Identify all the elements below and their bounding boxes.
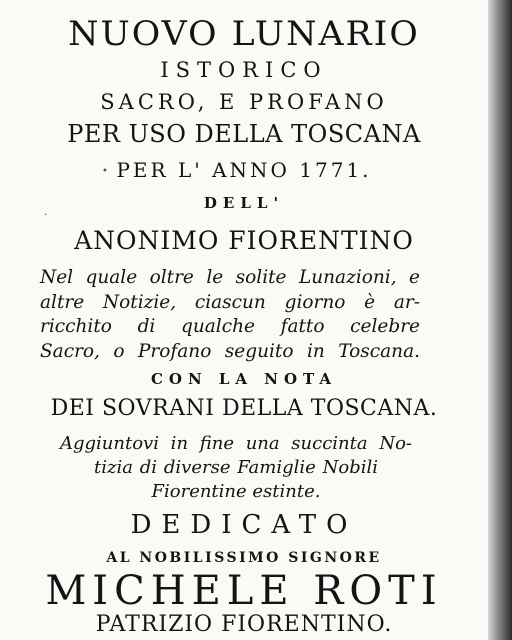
sovrani-line: DEI SOVRANI DELLA TOSCANA. [50,396,438,421]
con-la-nota-line: CON LA NOTA [150,370,338,388]
year-line: PER L' ANNO 1771. [116,158,372,182]
main-title: NUOVO LUNARIO [68,14,420,54]
dedicatee-name: MICHELE ROTI [45,568,443,614]
description-line: Sacro, o Profano seguito in Toscana. [40,340,420,362]
author-line: ANONIMO FIORENTINO [74,226,414,255]
appendix-paragraph [60,432,412,504]
appendix-line: Fiorentine estinte. [151,481,321,502]
ink-speck: · [44,210,48,221]
subtitle-per-uso: PER USO DELLA TOSCANA [67,120,421,148]
subtitle-sacro: SACRO, E PROFANO [100,90,388,114]
patrizio-line: PATRIZIO FIORENTINO. [95,612,393,637]
ink-speck: • [102,166,108,177]
description-paragraph [40,266,420,364]
description-line: ricchito di qualche fatto celebre [40,316,420,337]
description-line: Nel quale oltre le solite Lunazioni, e [40,267,420,288]
description-line: altre Notizie, ciascun giorno è ar- [40,291,420,313]
al-nobilissimo-line: AL NOBILISSIMO SIGNORE [106,550,382,566]
appendix-line: tizia di diverse Famiglie Nobili [94,457,378,478]
dedicato-line: DEDICATO [130,510,358,540]
subtitle-istorico: ISTORICO [160,58,328,82]
book-edge-shadow [488,0,512,640]
appendix-line: Aggiuntovi in fine una succinta No- [60,433,412,454]
dell-line: DELL' [203,194,285,212]
